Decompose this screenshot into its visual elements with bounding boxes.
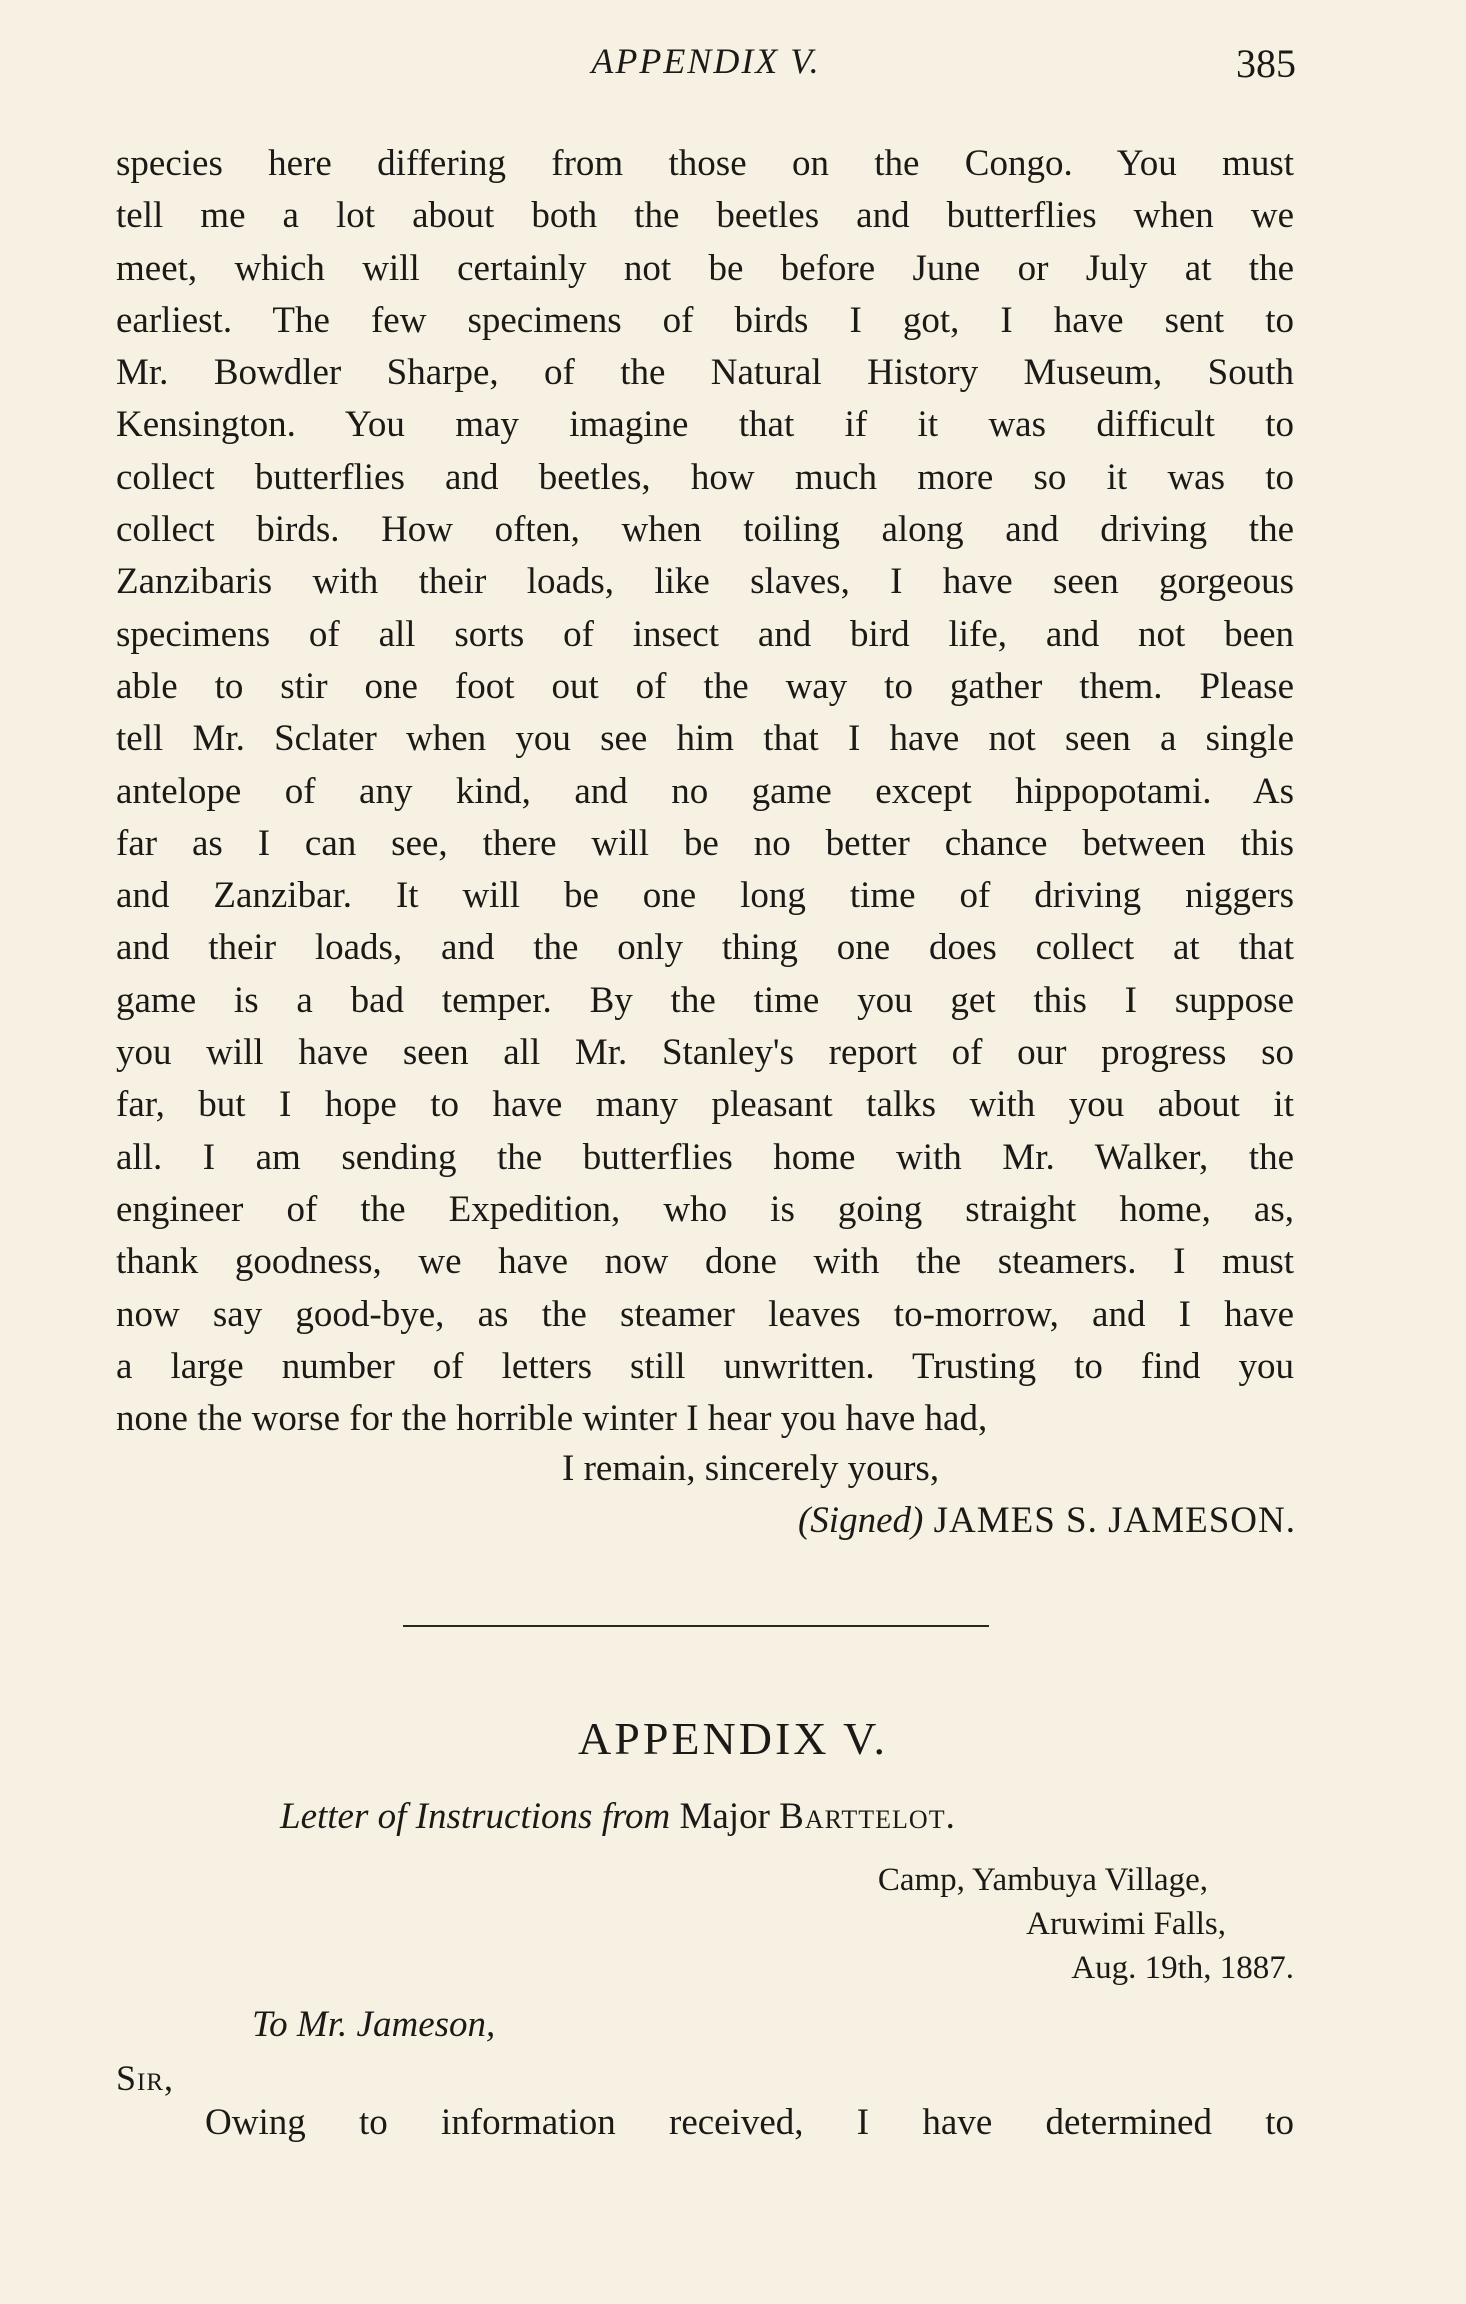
page-number: 385	[1236, 41, 1296, 86]
letter-line: species here differing from those on the Congo. You must	[116, 143, 1294, 184]
letter-line: meet, which will certainly not be before June or July at the	[116, 247, 1294, 289]
letter-line: collect butterflies and beetles, how much more so it was to	[116, 456, 1294, 498]
subtitle-name: Barttelot.	[779, 1796, 956, 1837]
letter-line: you will have seen all Mr. Stanley's report of our progress so	[116, 1032, 1294, 1074]
letter-line: all. I am sending the butterflies home with Mr. Walker, the	[116, 1136, 1294, 1178]
letter-line: game is a bad temper. By the time you get this I suppose	[116, 979, 1294, 1021]
appendix-subtitle	[280, 1795, 956, 1838]
letter-line: specimens of all sorts of insect and bird life, and not been	[116, 613, 1294, 655]
letter-body	[116, 138, 1294, 1445]
letter-line: none the worse for the horrible winter I hear you have had,	[116, 1398, 988, 1440]
letter-line: antelope of any kind, and no game except hippopotami. As	[116, 770, 1294, 812]
letter-line: collect birds. How often, when toiling along and driving the	[116, 509, 1294, 551]
signature: JAMES S. JAMESON.	[933, 1500, 1296, 1541]
letter-line: Mr. Bowdler Sharpe, of the Natural History Museum, South	[116, 352, 1294, 394]
subtitle-rank: Major	[679, 1796, 770, 1837]
letter-signature-line	[798, 1495, 1296, 1547]
running-head	[116, 40, 1296, 100]
letter-line: Kensington. You may imagine that if it was difficult to	[116, 404, 1294, 446]
recipient: To Mr. Jameson,	[252, 2004, 496, 2045]
letter-line: and Zanzibar. It will be one long time of driving niggers	[116, 875, 1294, 917]
letter-line: far, but I hope to have many pleasant talks with you about it	[116, 1084, 1294, 1126]
letter-line: able to stir one foot out of the way to gather them. Please	[116, 665, 1294, 707]
running-title: APPENDIX V.	[591, 41, 821, 81]
letter-line: far as I can see, there will be no better chance between this	[116, 822, 1294, 864]
letter-line: earliest. The few specimens of birds I got, I have sent to	[116, 299, 1294, 341]
letter-line: tell Mr. Sclater when you see him that I have not seen a single	[116, 718, 1294, 760]
letter-closing: I remain, sincerely yours,	[562, 1448, 940, 1489]
section-divider	[403, 1625, 989, 1627]
letter-line: a large number of letters still unwritten. Trusting to find you	[116, 1345, 1294, 1387]
letter-line: now say good-bye, as the steamer leaves to-morrow, and I have	[116, 1293, 1294, 1335]
subtitle-italic: Letter of Instructions from	[280, 1796, 671, 1837]
letter-line: Zanzibaris with their loads, like slaves, I have seen gorgeous	[116, 561, 1294, 603]
address-line: Camp, Yambuya Village,	[877, 1862, 1208, 1898]
instructions-first-line: Owing to information received, I have determined to	[205, 2102, 1294, 2143]
appendix-heading: APPENDIX V.	[578, 1713, 888, 1764]
letter-line: thank goodness, we have now done with the steamers. I must	[116, 1241, 1294, 1283]
letter-line: tell me a lot about both the beetles and butterflies when we	[116, 195, 1294, 237]
signed-label: (Signed)	[797, 1500, 924, 1541]
letter-line: engineer of the Expedition, who is going straight home, as,	[116, 1188, 1294, 1230]
date-line: Aug. 19th, 1887.	[1071, 1950, 1294, 1986]
address-line: Aruwimi Falls,	[1026, 1906, 1226, 1942]
salutation: Sir,	[116, 2058, 175, 2098]
letter-line: and their loads, and the only thing one does collect at that	[116, 927, 1294, 969]
